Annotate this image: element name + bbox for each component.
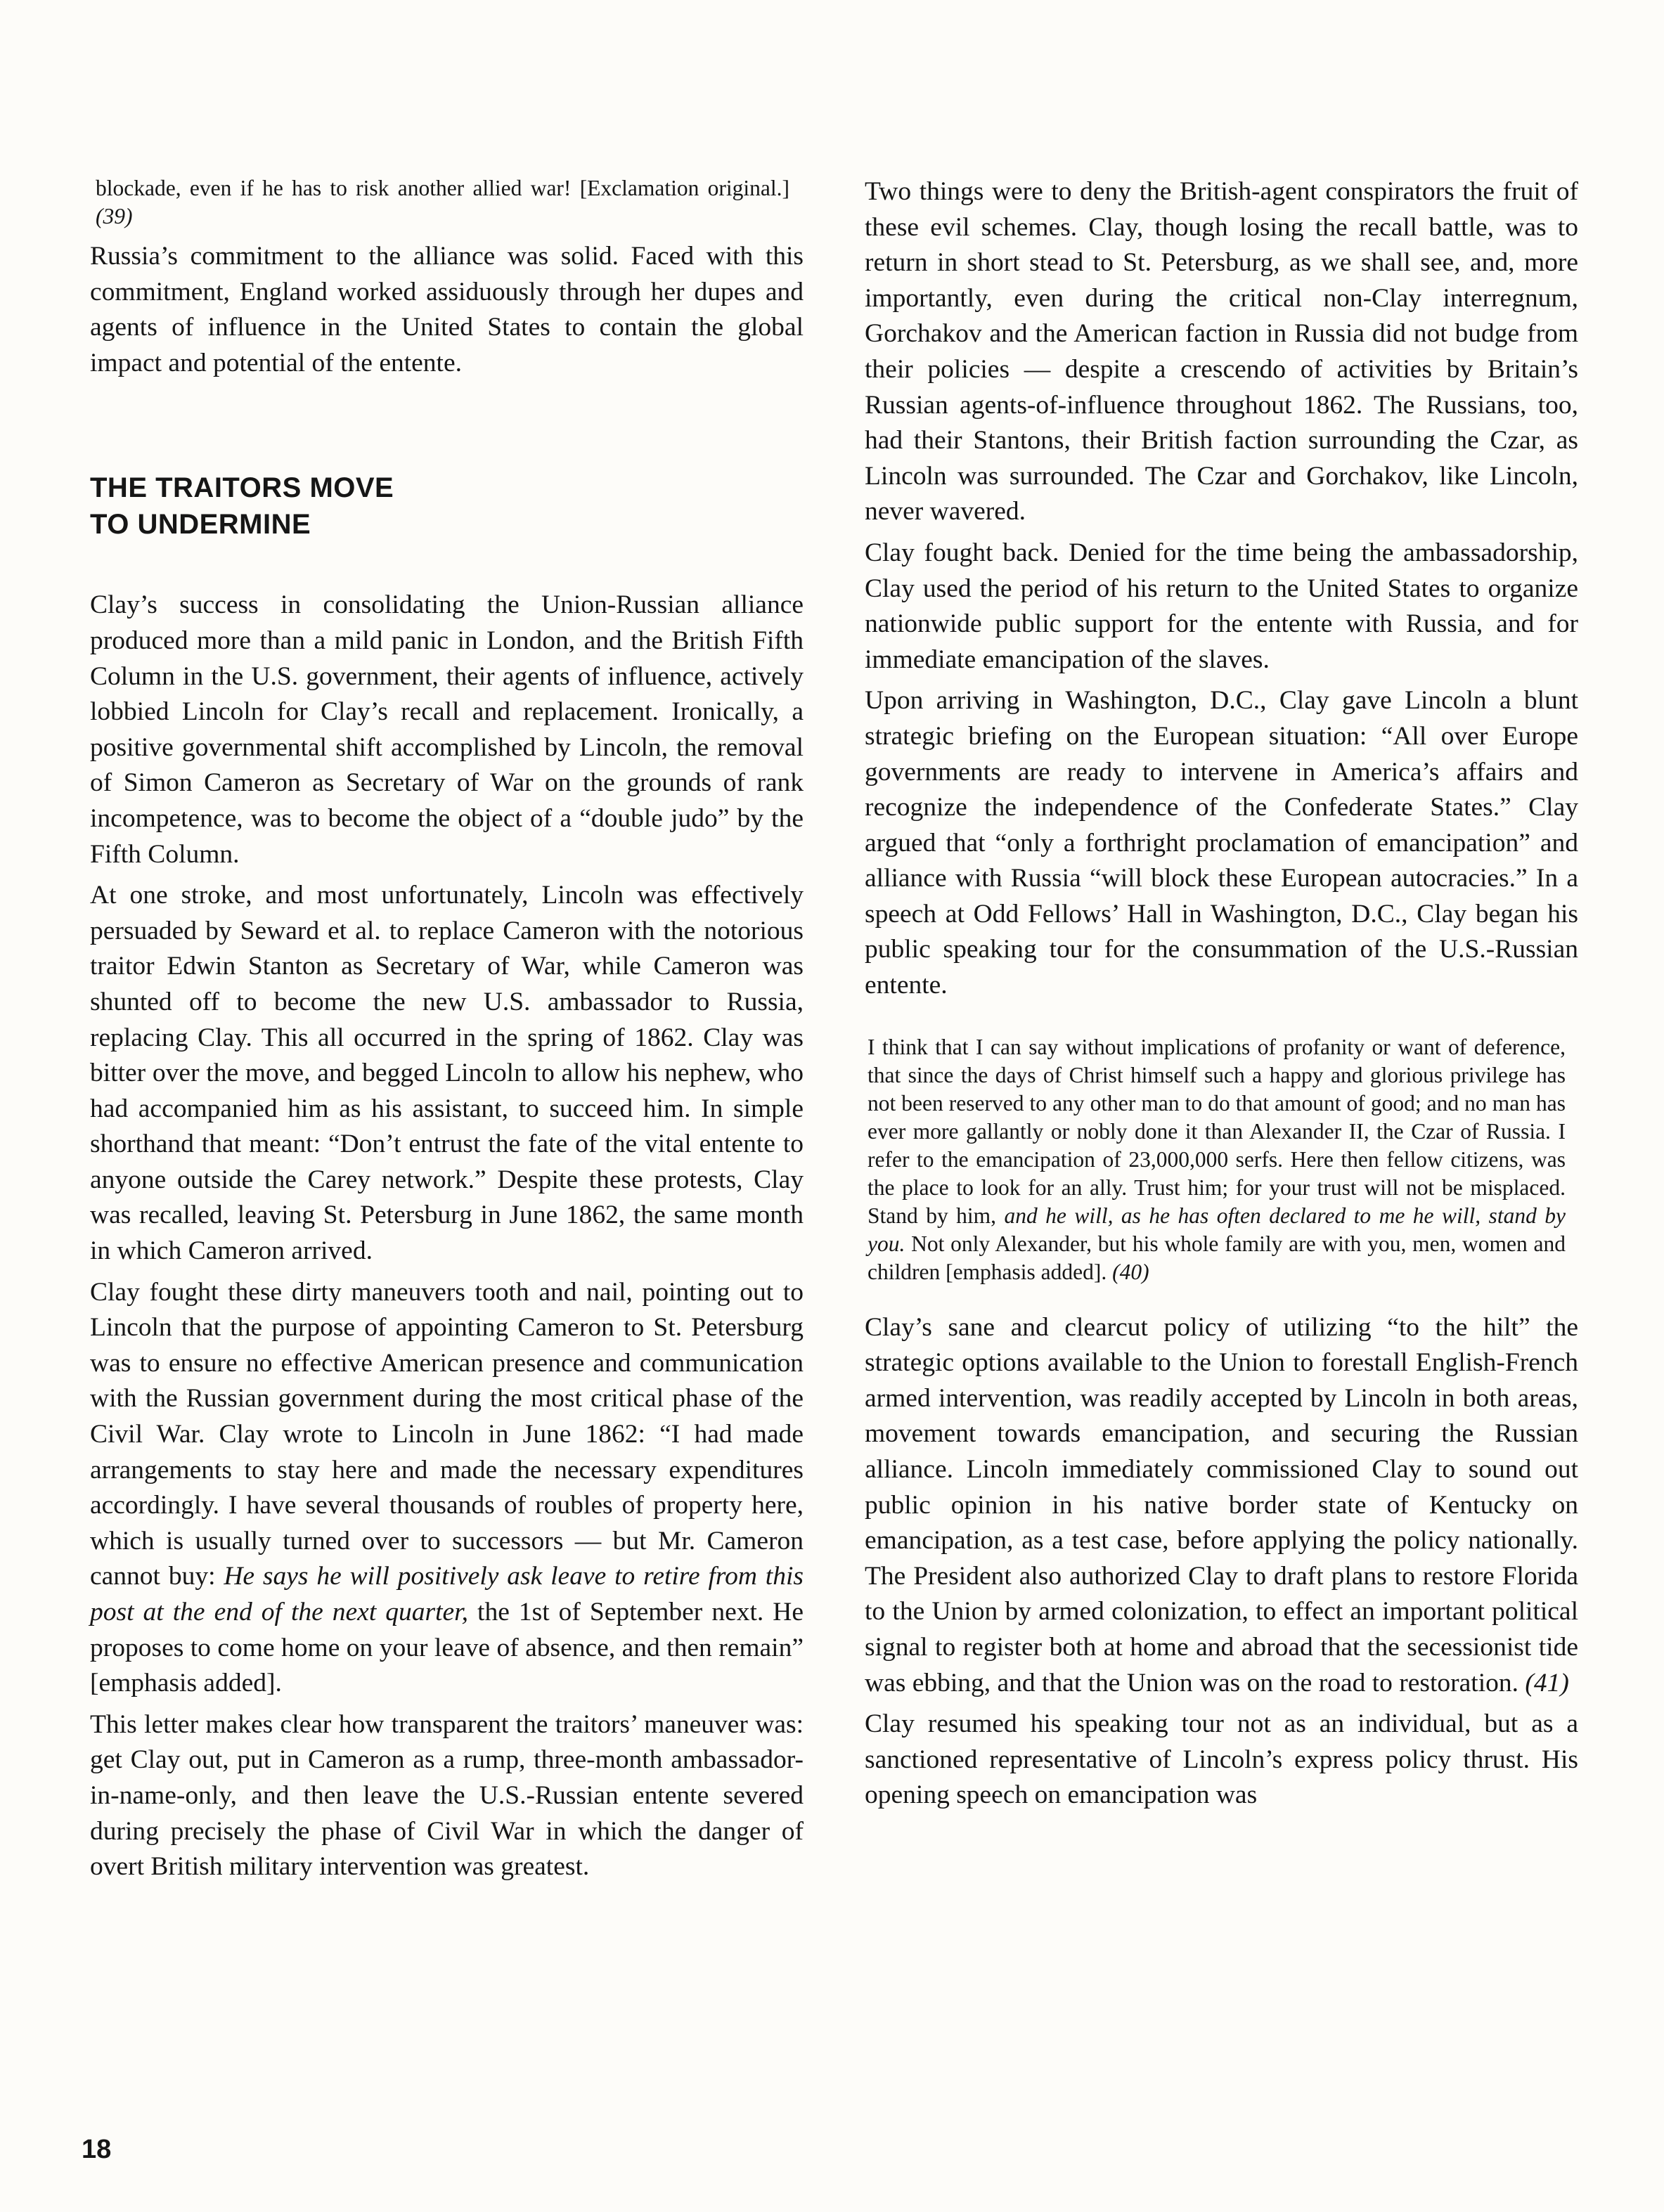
citation-41: (41) <box>1525 1668 1569 1697</box>
paragraph <box>90 1275 804 1702</box>
quote-text-part: I think that I can say without implications of profanity or want of deference, that since the days of Christ himself such a happy and glorious privilege has not been reserved to any other man to do that amount of good; and no man has ever more gallantly or nobly done it than Alexander II, the Czar of Russia. I refer to the emancipation of 23,000,000 serfs. Here then fellow citizens, was the place to look for an ally. Trust him; for your trust will not be misplaced. Stand by him, <box>868 1034 1566 1228</box>
quote-text-part: Not only Alexander, but his whole family are with you, men, women and children [emphasis added]. <box>868 1231 1566 1284</box>
paragraph-text: Clay fought these dirty maneuvers tooth and nail, pointing out to Lincoln that the purpose of appointing Cameron to St. Petersburg was to ensure no effective American presence and communication with the Russian government during the most critical phase of the Civil War. Clay wrote to Lincoln in June 1862: “I had made arrangements to stay here and made the necessary expenditures accordingly. I have several thousands of roubles of property here, which is usually turned over to successors — but Mr. Cameron cannot buy: <box>90 1277 804 1591</box>
emphasized-text: and he will, as he has often declared to me he will, stand by you. <box>868 1203 1566 1256</box>
quote-text <box>868 1033 1566 1286</box>
heading-line-1: THE TRAITORS MOVE <box>90 472 394 504</box>
block-quote <box>865 1033 1566 1286</box>
citation-40: (40) <box>1112 1259 1149 1284</box>
paragraph: Russia’s commitment to the alliance was solid. Faced with this commitment, England worked assiduously through her dupes and agents of influence in the United States to contain the global impact and potential of the entente. <box>90 242 804 377</box>
heading-line-2: TO UNDERMINE <box>90 509 311 541</box>
quote-tail-text: blockade, even if he has to risk another allied war! [Exclamation original.] <box>96 176 789 200</box>
citation-39: (39) <box>96 204 133 228</box>
paragraph: Upon arriving in Washington, D.C., Clay gave Lincoln a blunt strategic briefing on the European situation: “All over Europe governments are ready to intervene in America’s affairs and recognize the independence of the Confederate States.” Clay argued that “only a forthright proclamation of emancipation” and alliance with Russia “will block these European autocracies.” In a speech at Odd Fellows’ Hall in Washington, D.C., Clay began his public speaking tour for the consummation of the U.S.-Russian entente. <box>865 686 1578 1000</box>
paragraph: At one stroke, and most unfortunately, Lincoln was effectively persuaded by Seward et al. to replace Cameron with the notorious traitor Edwin Stanton as Secretary of War, while Cameron was shunted off to become the new U.S. ambassador to Russia, replacing Clay. This all occurred in the spring of 1862. Clay was bitter over the move, and begged Lincoln to allow his nephew, who had accompanied him as his assistant, to succeed him. In simple shorthand that meant: “Don’t entrust the fate of the vital entente to anyone outside the Carey network.” Despite these protests, Clay was recalled, leaving St. Petersburg in June 1862, the same month in which Cameron arrived. <box>90 881 804 1266</box>
paragraph: Clay resumed his speaking tour not as an individual, but as a sanctioned representative of Lincoln’s express policy thrust. His opening speech on emancipation was <box>865 1709 1578 1810</box>
quote-text <box>96 174 789 231</box>
paragraph: Clay’s success in consolidating the Union-Russian alliance produced more than a mild panic in London, and the British Fifth Column in the U.S. government, their agents of influence, actively lobbied Lincoln for Clay’s recall and replacement. Ironically, a positive governmental shift accomplished by Lincoln, the removal of Simon Cameron as Secretary of War on the grounds of rank incompetence, was to become the object of a “double judo” by the Fifth Column. <box>90 590 804 869</box>
page-number: 18 <box>82 2135 112 2164</box>
paragraph: This letter makes clear how transparent the traitors’ maneuver was: get Clay out, put in Cameron as a rump, three-month ambassador-in-name-only, and then leave the U.S.-Russian entente severed during precisely the phase of Civil War in which the danger of overt British military intervention was greatest. <box>90 1709 804 1882</box>
right-column <box>865 174 1578 1813</box>
block-quote-continuation <box>93 174 789 231</box>
paragraph: Two things were to deny the British-agent conspirators the fruit of these evil schemes. Clay, though losing the recall battle, was to return in short stead to St. Petersburg, as we shall see, and, more importantly, even during the critical non-Clay interregnum, Gorchakov and the American faction in Russia did not budge from their policies — despite a crescendo of activities by Britain’s Russian agents-of-influence throughout 1862. The Russians, too, had their Stantons, their British faction surrounding the Czar, as Lincoln was surrounded. The Czar and Gorchakov, like Lincoln, never wavered. <box>865 177 1578 526</box>
paragraph: Clay fought back. Denied for the time being the ambassadorship, Clay used the period of his return to the United States to organize nationwide public support for the entente with Russia, and for immediate emancipation of the slaves. <box>865 538 1578 674</box>
paragraph-text: Clay’s sane and clearcut policy of utilizing “to the hilt” the strategic options available to the Union to forestall English-French armed intervention, was readily accepted by Lincoln in both areas, movement towards emancipation, and securing the Russian alliance. Lincoln immediately commissioned Clay to sound out public opinion in his native border state of Kentucky on emancipation, as a test case, before applying the policy nationally. The President also authorized Clay to draft plans to restore Florida to the Union by armed colonization, to effect an important political signal to register both at home and abroad that the secessionist tide was ebbing, and that the Union was on the road to restoration. <box>865 1312 1578 1697</box>
left-column <box>90 174 804 1885</box>
paragraph <box>865 1310 1578 1702</box>
section-heading <box>90 470 804 543</box>
paragraph-text: the 1st of September next. He proposes to come home on your leave of absence, and then remain” [emphasis added]. <box>90 1598 804 1698</box>
emphasized-text: He says he will positively ask leave to retire from this post at the end of the next quarter, <box>90 1562 804 1626</box>
